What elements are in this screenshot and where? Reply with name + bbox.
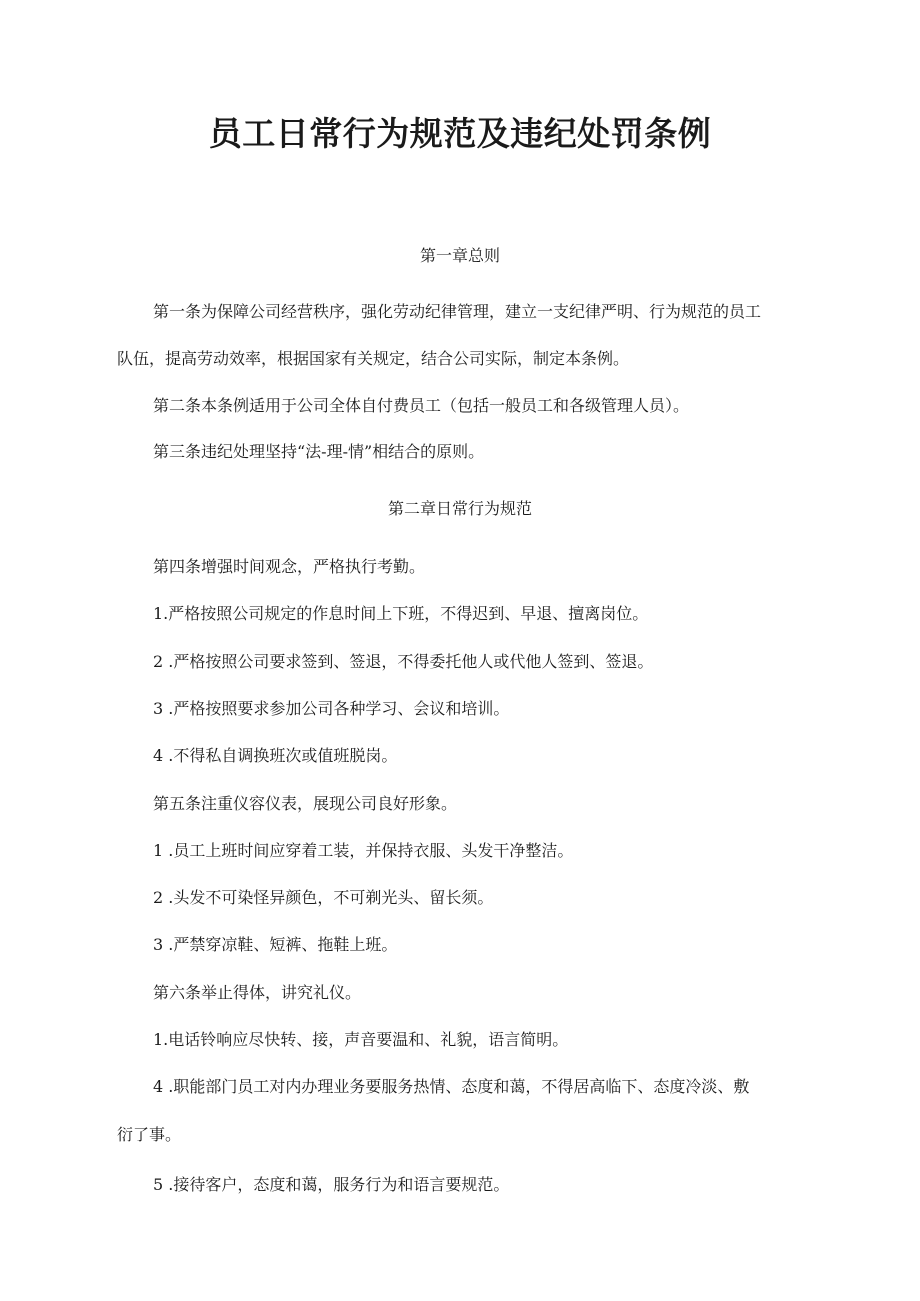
article-3: 第三条违纪处理坚持“法-理-情”相结合的原则。 bbox=[153, 442, 485, 461]
document-title: 员工日常行为规范及违纪处罚条例 bbox=[208, 114, 712, 153]
article-1-line-1: 第一条为保障公司经营秩序，强化劳动纪律管理，建立一支纪律严明、行为规范的员工 bbox=[153, 302, 762, 321]
article-2: 第二条本条例适用于公司全体自付费员工（包括一般员工和各级管理人员）。 bbox=[153, 396, 690, 415]
list-item: 5 .接待客户，态度和蔼，服务行为和语言要规范。 bbox=[153, 1175, 510, 1194]
list-item-line-1: 4 .职能部门员工对内办理业务要服务热情、态度和蔼，不得居高临下、态度冷淡、敷 bbox=[153, 1077, 750, 1096]
article-6: 第六条举止得体，讲究礼仪。 bbox=[153, 983, 362, 1002]
list-item: 4 .不得私自调换班次或值班脱岗。 bbox=[153, 746, 398, 765]
article-4: 第四条增强时间观念，严格执行考勤。 bbox=[153, 557, 426, 576]
list-item: 3 .严格按照要求参加公司各种学习、会议和培训。 bbox=[153, 699, 510, 718]
list-item: 1.严格按照公司规定的作息时间上下班，不得迟到、早退、擅离岗位。 bbox=[153, 604, 649, 623]
chapter-heading-1: 第一章总则 bbox=[419, 246, 500, 265]
chapter-heading-2: 第二章日常行为规范 bbox=[387, 499, 532, 518]
list-item: 1.电话铃响应尽快转、接，声音要温和、礼貌，语言简明。 bbox=[153, 1030, 569, 1049]
list-item: 2 .严格按照公司要求签到、签退，不得委托他人或代他人签到、签退。 bbox=[153, 652, 654, 671]
article-5: 第五条注重仪容仪表，展现公司良好形象。 bbox=[153, 794, 458, 813]
list-item-line-2: 衍了事。 bbox=[117, 1125, 182, 1144]
list-item: 2 .头发不可染怪异颜色，不可剃光头、留长须。 bbox=[153, 888, 494, 907]
list-item: 1 .员工上班时间应穿着工装，并保持衣服、头发干净整洁。 bbox=[153, 841, 574, 860]
list-item: 3 .严禁穿凉鞋、短裤、拖鞋上班。 bbox=[153, 935, 398, 954]
article-1-line-2: 队伍，提高劳动效率，根据国家有关规定，结合公司实际，制定本条例。 bbox=[117, 349, 630, 368]
